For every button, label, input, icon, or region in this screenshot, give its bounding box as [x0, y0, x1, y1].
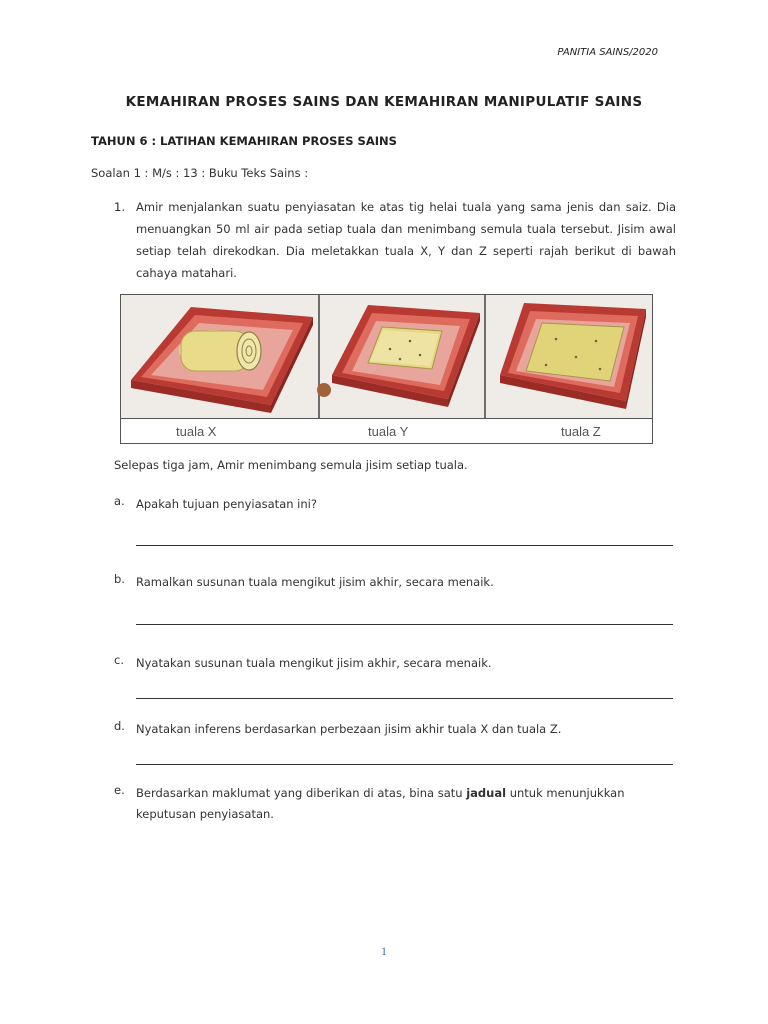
answer-line-c[interactable]: [136, 698, 673, 699]
sub-question-letter: d.: [114, 719, 125, 733]
question-1-text: Amir menjalankan suatu penyiasatan ke atas tig helai tuala yang sama jenis dan saiz. Dia menuangkan 50 ml air pada setiap tuala dan menimbang semula tuala tersebut. Jisim awal setiap telah direkodkan. Dia meletakkan tuala X, Y dan Z seperti rajah berikut di bawah cahaya matahari.: [136, 200, 676, 280]
answer-line-d[interactable]: [136, 764, 673, 765]
sub-question-text: Apakah tujuan penyiasatan ini?: [136, 497, 317, 511]
sub-question-text: Ramalkan susunan tuala mengikut jisim akhir, secara menaik.: [136, 575, 494, 589]
page-number: 1: [381, 944, 387, 958]
towel-z-illustration: [486, 295, 652, 421]
header-right-text: PANITIA SAINS/2020: [557, 47, 658, 58]
sub-question-text: Nyatakan inferens berdasarkan perbezaan jisim akhir tuala X dan tuala Z.: [136, 722, 562, 736]
panel-y: [320, 295, 484, 421]
sub-question-text: [136, 783, 676, 825]
label-towel-x: tuala X: [176, 424, 217, 439]
figure-label-strip: [121, 418, 652, 443]
sub-question-letter: b.: [114, 572, 125, 586]
towel-x-illustration: [121, 295, 318, 421]
sub-question-letter: c.: [114, 653, 124, 667]
answer-line-a[interactable]: [136, 545, 673, 546]
after-text: Selepas tiga jam, Amir menimbang semula jisim setiap tuala.: [114, 458, 468, 472]
panel-x: [121, 295, 318, 421]
sub-question-text: Nyatakan susunan tuala mengikut jisim akhir, secara menaik.: [136, 656, 492, 670]
answer-line-b[interactable]: [136, 624, 673, 625]
towel-figure: [120, 294, 653, 444]
sub-question-text-before: Berdasarkan maklumat yang diberikan di atas, bina satu: [136, 786, 467, 800]
emphasis-word: jadual: [466, 786, 507, 800]
panel-z: [486, 295, 652, 421]
sub-question-text-after: untuk menunjukkan keputusan penyiasatan.: [136, 786, 625, 821]
decorative-dot: [317, 383, 331, 397]
label-towel-z: tuala Z: [561, 424, 601, 439]
towel-y-illustration: [320, 295, 484, 421]
subtitle: TAHUN 6 : LATIHAN KEMAHIRAN PROSES SAINS: [91, 134, 397, 148]
label-towel-y: tuala Y: [368, 424, 409, 439]
sub-question-letter: a.: [114, 494, 125, 508]
page-title: KEMAHIRAN PROSES SAINS DAN KEMAHIRAN MANIPULATIF SAINS: [125, 94, 643, 110]
question-reference: Soalan 1 : M/s : 13 : Buku Teks Sains :: [91, 166, 309, 180]
sub-question-letter: e.: [114, 783, 125, 797]
question-1-number: 1.: [114, 200, 125, 214]
